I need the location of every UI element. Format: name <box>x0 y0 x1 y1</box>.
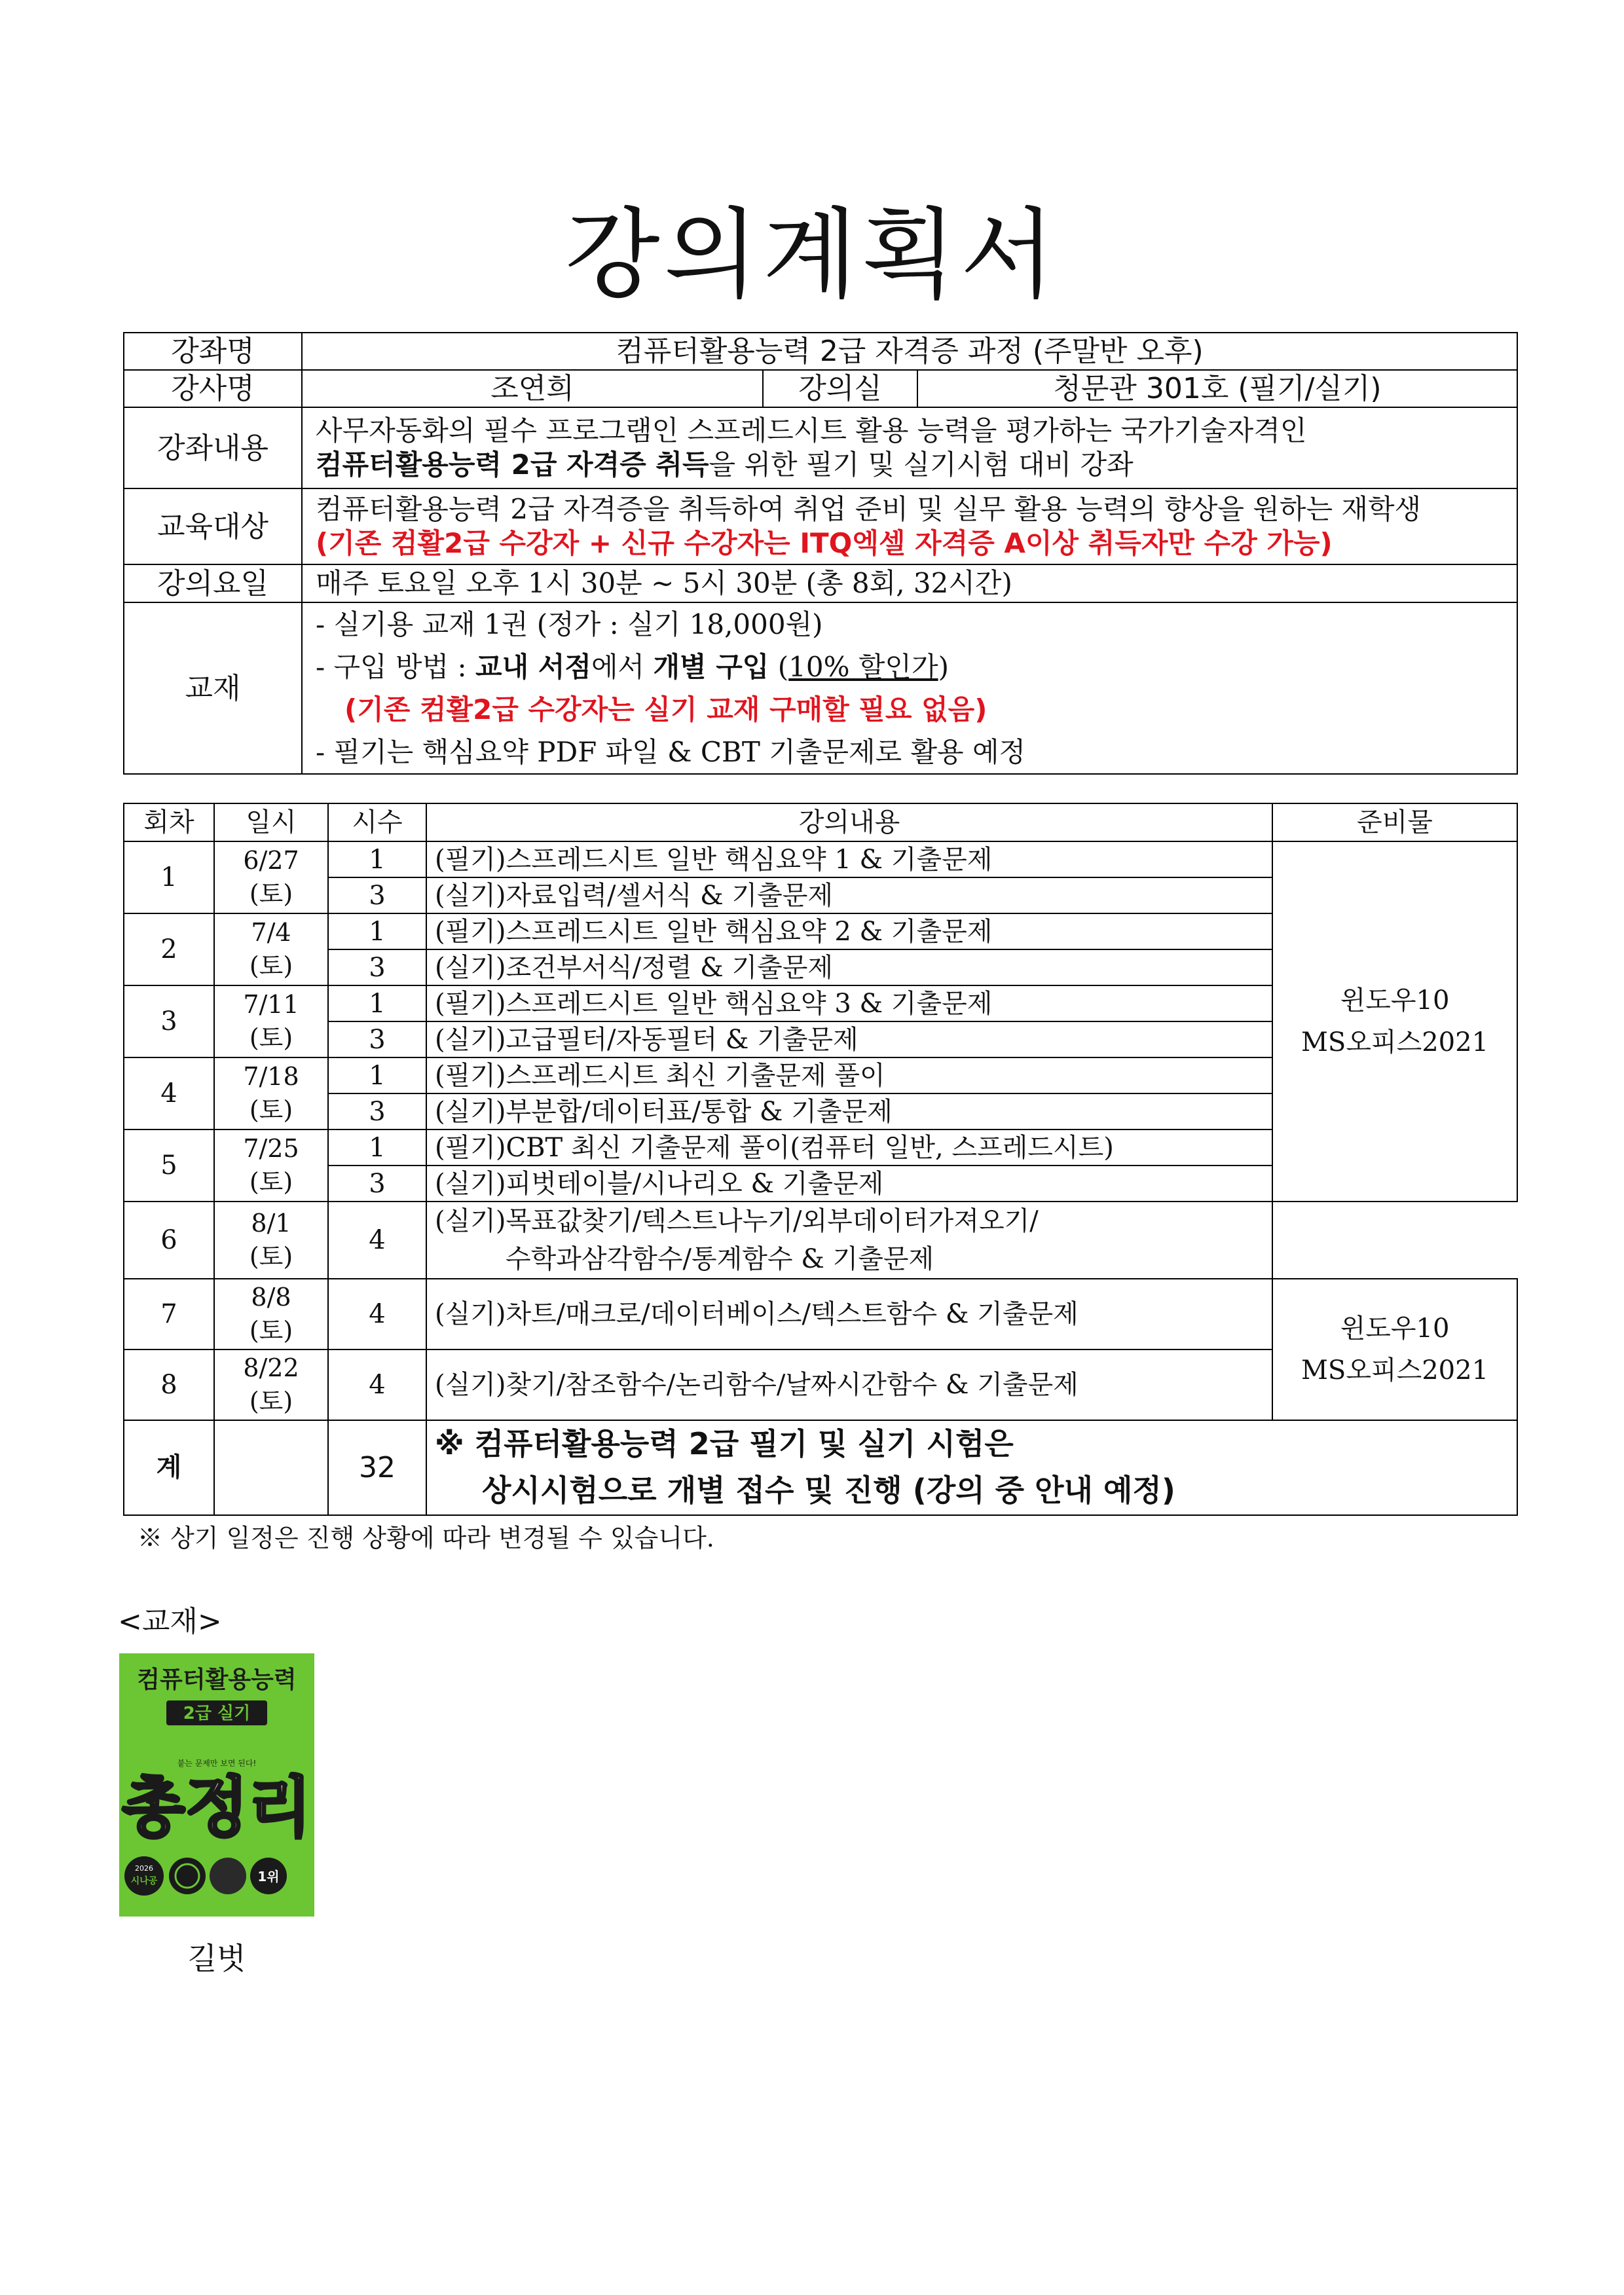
total-note: ※ 컴퓨터활용능력 2급 필기 및 실기 시험은 상시시험으로 개별 접수 및 진행 (강의 중 안내 예정) <box>426 1420 1517 1515</box>
textbook-value <box>302 602 1517 774</box>
session-number: 4 <box>124 1057 214 1129</box>
day-value: 매주 토요일 오후 1시 30분 ~ 5시 30분 (총 8회, 32시간) <box>302 564 1517 602</box>
target-line-1: 컴퓨터활용능력 2급 자격증을 취득하여 취업 준비 및 실무 활용 능력의 향상을 원하는 재학생 <box>316 492 1422 525</box>
materials-cell-1: 윈도우10 MS오피스2021 <box>1272 841 1517 1202</box>
book-year: 2026 <box>135 1864 153 1873</box>
session-hours: 3 <box>328 1021 426 1057</box>
session-date: 7/18 (토) <box>214 1057 328 1129</box>
session-date: 7/11 (토) <box>214 985 328 1057</box>
day-label: 강의요일 <box>124 564 302 602</box>
header-hours: 시수 <box>328 803 426 841</box>
session-hours: 3 <box>328 1093 426 1129</box>
session-hours: 3 <box>328 949 426 985</box>
session-hours: 1 <box>328 1129 426 1166</box>
content-value <box>302 407 1517 488</box>
session-number: 1 <box>124 841 214 913</box>
session-number: 5 <box>124 1129 214 1202</box>
session-hours: 3 <box>328 1166 426 1202</box>
session-content: (실기)자료입력/셀서식 & 기출문제 <box>426 877 1272 913</box>
content-line-1: 사무자동화의 필수 프로그램인 스프레드시트 활용 능력을 평가하는 국가기술자격인 <box>316 414 1307 447</box>
session-hours: 1 <box>328 985 426 1021</box>
session-number: 7 <box>124 1279 214 1349</box>
target-value <box>302 488 1517 564</box>
session-date: 7/25 (토) <box>214 1129 328 1202</box>
textbook-line-3: (기존 컴활2급 수강자는 실기 교재 구매할 필요 없음) <box>344 693 987 726</box>
session-number: 8 <box>124 1349 214 1420</box>
session-hours: 3 <box>328 877 426 913</box>
session-content: (실기)찾기/참조함수/논리함수/날짜시간함수 & 기출문제 <box>426 1349 1272 1420</box>
session-number: 2 <box>124 913 214 985</box>
session-date: 8/22 (토) <box>214 1349 328 1420</box>
total-hours: 32 <box>328 1420 426 1515</box>
session-content: (실기)목표값찾기/텍스트나누기/외부데이터가져오기/ 수학과삼각함수/통계함수 & 기출문제 <box>426 1202 1272 1279</box>
course-info-table <box>123 332 1518 775</box>
schedule-notice: ※ 상기 일정은 진행 상황에 따라 변경될 수 있습니다. <box>138 1524 714 1552</box>
session-content: (필기)스프레드시트 최신 기출문제 풀이 <box>426 1057 1272 1093</box>
session-content: (실기)고급필터/자동필터 & 기출문제 <box>426 1021 1272 1057</box>
room-value: 청문관 301호 (필기/실기) <box>917 370 1517 407</box>
session-hours: 4 <box>328 1349 426 1420</box>
textbook-section-label: <교재> <box>118 1605 222 1638</box>
textbook-publisher: 길벗 <box>187 1941 246 1976</box>
schedule-table <box>123 803 1518 1516</box>
total-empty <box>214 1420 328 1515</box>
instructor-name: 조연희 <box>302 370 763 407</box>
session-date: 7/4 (토) <box>214 913 328 985</box>
session-hours: 1 <box>328 1057 426 1093</box>
session-hours: 4 <box>328 1279 426 1349</box>
session-content: (필기)스프레드시트 일반 핵심요약 3 & 기출문제 <box>426 985 1272 1021</box>
session-content: (필기)스프레드시트 일반 핵심요약 1 & 기출문제 <box>426 841 1272 877</box>
book-subtitle: 2급 실기 <box>183 1704 251 1723</box>
book-title: 컴퓨터활용능력 <box>137 1666 297 1693</box>
session-content: (필기)스프레드시트 일반 핵심요약 2 & 기출문제 <box>426 913 1272 949</box>
content-label: 강좌내용 <box>124 407 302 488</box>
materials-cell-2: 윈도우10 MS오피스2021 <box>1272 1279 1517 1420</box>
target-label: 교육대상 <box>124 488 302 564</box>
header-materials: 준비물 <box>1272 803 1517 841</box>
page-title: 강의계획서 <box>564 198 1060 312</box>
textbook-cover-image <box>119 1653 314 1917</box>
textbook-line-4: - 필기는 핵심요약 PDF 파일 & CBT 기출문제로 활용 예정 <box>316 736 1026 769</box>
total-label: 계 <box>124 1420 214 1515</box>
session-number: 6 <box>124 1202 214 1279</box>
book-badge: 1위 <box>257 1869 280 1884</box>
header-content: 강의내용 <box>426 803 1272 841</box>
session-hours: 1 <box>328 841 426 877</box>
session-content: (실기)차트/매크로/데이터베이스/텍스트함수 & 기출문제 <box>426 1279 1272 1349</box>
session-content: (필기)CBT 최신 기출문제 풀이(컴퓨터 일반, 스프레드시트) <box>426 1129 1272 1166</box>
room-label: 강의실 <box>763 370 917 407</box>
instructor-label: 강사명 <box>124 370 302 407</box>
header-session: 회차 <box>124 803 214 841</box>
book-main-title: 총정리 <box>122 1769 312 1846</box>
session-date: 8/1 (토) <box>214 1202 328 1279</box>
session-content: (실기)피벗테이블/시나리오 & 기출문제 <box>426 1166 1272 1202</box>
session-date: 8/8 (토) <box>214 1279 328 1349</box>
session-content: (실기)부분합/데이터표/통합 & 기출문제 <box>426 1093 1272 1129</box>
session-number: 3 <box>124 985 214 1057</box>
target-line-2: (기존 컴활2급 수강자 + 신규 수강자는 ITQ엑셀 자격증 A이상 취득자만 수강 가능) <box>316 527 1333 559</box>
content-highlight: 컴퓨터활용능력 2급 자격증 취득 <box>316 449 709 481</box>
header-date: 일시 <box>214 803 328 841</box>
course-label: 강좌명 <box>124 333 302 370</box>
textbook-label: 교재 <box>124 602 302 774</box>
session-content: (실기)조건부서식/정렬 & 기출문제 <box>426 949 1272 985</box>
textbook-line-1: - 실기용 교재 1권 (정가 : 실기 18,000원) <box>316 608 823 640</box>
book-brand: 시나공 <box>130 1876 158 1886</box>
book-tagline: 붙는 문제만 보면 된다! <box>177 1759 257 1768</box>
session-hours: 4 <box>328 1202 426 1279</box>
session-date: 6/27 (토) <box>214 841 328 913</box>
textbook-line-2: - 구입 방법 : 교내 서점에서 개별 구입 (10% 할인가) <box>316 651 949 684</box>
content-line-2-rest: 을 위한 필기 및 실기시험 대비 강좌 <box>709 449 1134 481</box>
course-name: 컴퓨터활용능력 2급 자격증 과정 (주말반 오후) <box>302 333 1517 370</box>
session-hours: 1 <box>328 913 426 949</box>
